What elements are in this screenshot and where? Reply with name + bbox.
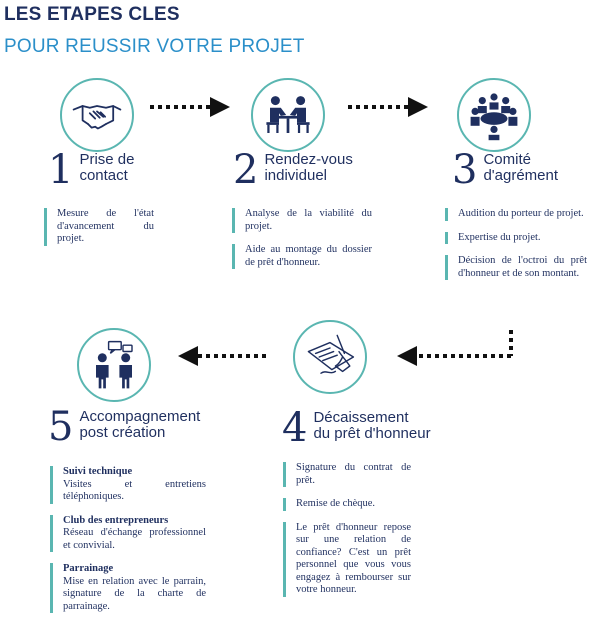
step-5-circle [77, 328, 151, 402]
detail-item: Mesure de l'état d'avancement du projet. [44, 208, 154, 246]
arrow-1-to-2 [148, 96, 232, 118]
detail-heading: Suivi technique [63, 466, 133, 477]
detail-item [50, 563, 206, 613]
arrow-3-to-4 [395, 328, 519, 368]
step-label-line: Comité [483, 151, 531, 168]
step-1-title [48, 147, 135, 193]
step-label-line: d'agrément [483, 167, 559, 184]
page-subtitle: POUR REUSSIR VOTRE PROJET [4, 36, 305, 57]
detail-item: Décision de l'octroi du prêt d'honneur et de son montant. [445, 255, 587, 280]
detail-heading: Club des entrepreneurs [63, 514, 169, 526]
step-label-line: du prêt d'honneur [313, 425, 431, 442]
step-5-details [50, 466, 206, 624]
detail-item: Aide au montage du dossier de prêt d'honneur. [232, 244, 372, 269]
detail-item [50, 466, 206, 504]
detail-text: Visites et entretiens téléphoniques. [63, 478, 206, 502]
mentoring-icon [87, 338, 141, 392]
step-number: 1 [48, 147, 74, 193]
detail-item: Audition du porteur de projet. [445, 208, 587, 221]
step-number: 5 [48, 404, 74, 450]
step-2-title [233, 147, 353, 193]
step-5-title [48, 404, 201, 450]
page-title: LES ETAPES CLES [4, 4, 180, 25]
detail-item: Analyse de la viabilité du projet. [232, 208, 372, 233]
meeting-icon [261, 88, 315, 142]
detail-item [50, 515, 206, 553]
detail-heading: Parrainage [63, 563, 114, 574]
step-3-circle [457, 78, 531, 152]
step-label-line: Accompagnement [79, 408, 201, 425]
step-number: 3 [452, 147, 478, 193]
step-3-title [452, 147, 559, 193]
detail-item: Expertise du projet. [445, 232, 587, 245]
detail-text: Mise en relation avec le parrain, signature de la charte de parrainage. [63, 575, 206, 612]
detail-item: Remise de chèque. [283, 498, 411, 511]
arrow-4-to-5 [176, 345, 268, 367]
step-label-line: Prise de [79, 151, 135, 168]
detail-item: Le prêt d'honneur repose sur une relation de confiance? C'est un prêt personnel que vous vous engagez à rembourser sur votre honneur. [283, 522, 411, 597]
committee-icon [467, 88, 521, 142]
step-label-line: post création [79, 424, 166, 441]
arrow-2-to-3 [346, 96, 430, 118]
handshake-icon [70, 88, 124, 142]
detail-text: Réseau d'échange professionnel et convivial. [63, 527, 206, 551]
step-2-circle [251, 78, 325, 152]
step-number: 2 [233, 147, 259, 193]
step-1-details [44, 208, 154, 257]
step-label-line: individuel [264, 167, 327, 184]
step-number: 4 [282, 405, 308, 451]
step-4-details [283, 462, 411, 608]
step-label-line: contact [79, 167, 128, 184]
step-label-line: Décaissement [313, 409, 409, 426]
step-4-title [282, 405, 431, 451]
step-1-circle [60, 78, 134, 152]
step-3-details [445, 208, 587, 291]
step-2-details [232, 208, 372, 280]
detail-item: Signature du contrat de prêt. [283, 462, 411, 487]
step-4-circle [293, 320, 367, 394]
step-label-line: Rendez-vous [264, 151, 353, 168]
signing-icon [303, 330, 357, 384]
